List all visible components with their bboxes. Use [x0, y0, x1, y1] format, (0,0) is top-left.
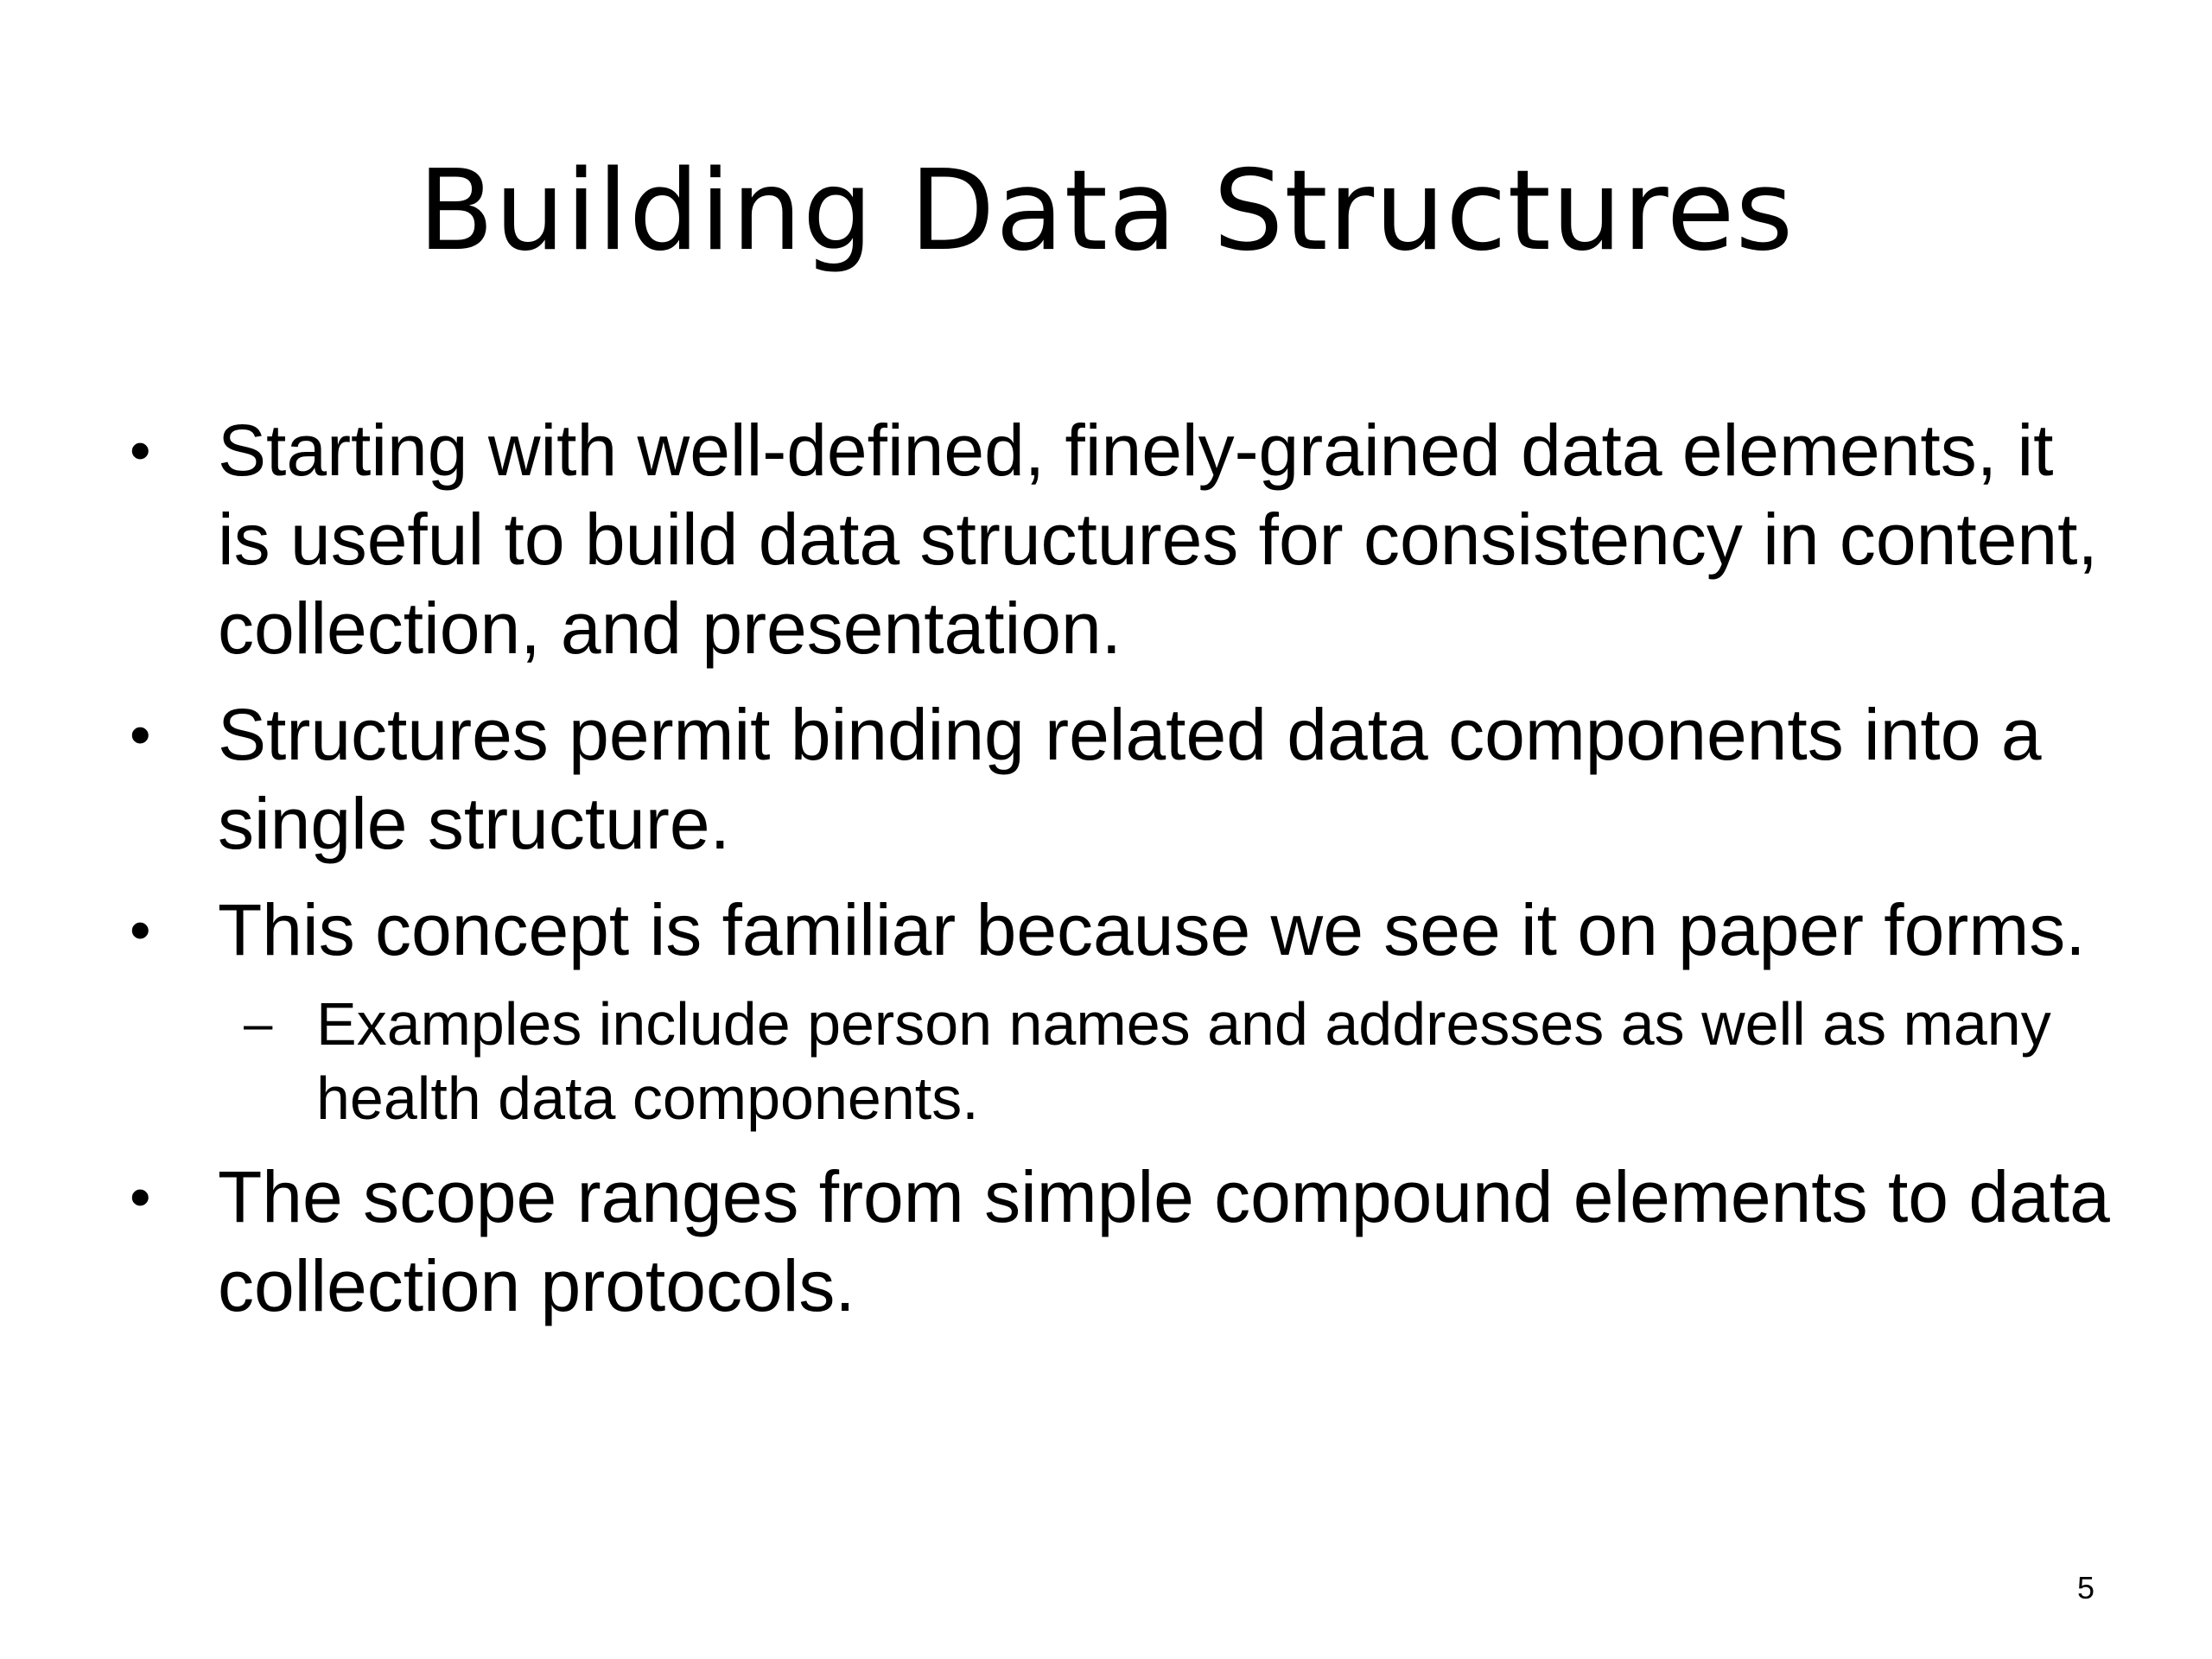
sub-bullet-item — [130, 987, 2117, 1135]
bullet-text: Structures permit binding related data components into a single structure. — [218, 694, 2042, 864]
bullet-marker: • — [130, 701, 151, 768]
bullet-list — [130, 406, 2117, 1331]
bullet-marker: • — [130, 896, 151, 963]
bullet-text: This concept is familiar because we see it on paper forms. — [218, 889, 2086, 970]
slide-title: Building Data Structures — [417, 147, 1795, 276]
sub-bullet-marker: – — [244, 995, 273, 1052]
bullet-item — [130, 886, 2117, 1135]
bullet-item — [130, 406, 2117, 673]
page-number: 5 — [2076, 1570, 2094, 1605]
bullet-item — [130, 690, 2117, 868]
bullet-item — [130, 1153, 2117, 1331]
bullet-marker: • — [130, 416, 151, 484]
bullet-text: Starting with well-defined, finely-grained data elements, it is useful to build data structures for consistency in content, collection, and presentation. — [218, 410, 2098, 669]
bullet-text: The scope ranges from simple compound elements to data collection protocols. — [218, 1156, 2110, 1326]
sub-bullet-text: Examples include person names and addresses as well as many health data components. — [316, 990, 2051, 1132]
bullet-marker: • — [130, 1163, 151, 1230]
